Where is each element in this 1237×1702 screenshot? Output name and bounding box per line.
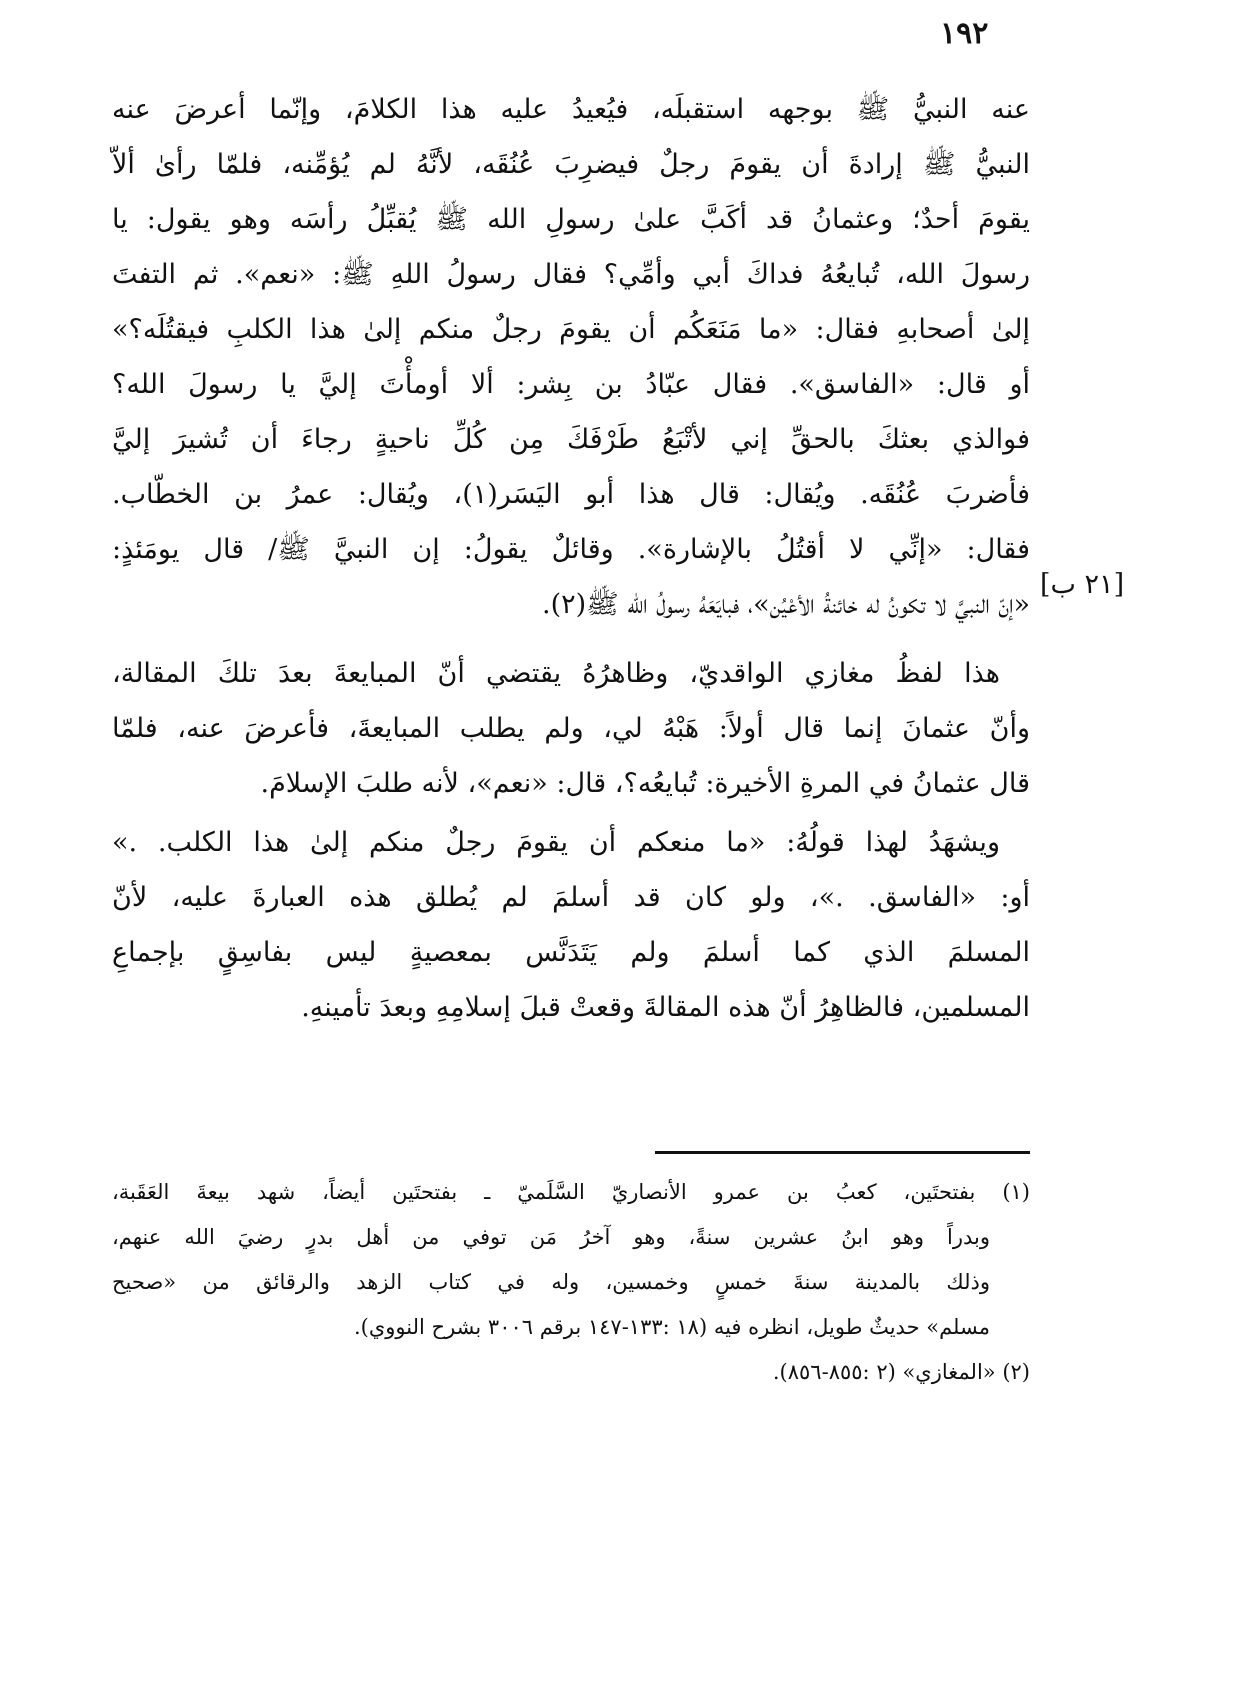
text-line: المسلمَ الذي كما أسلمَ ولم يَتَدَنَّس بمعصيةٍ ليس بفاسِقٍ بإجماعِ — [112, 937, 1030, 968]
main-text — [112, 82, 1030, 1035]
text-line: فأضربَ عُنُقَه. ويُقال: قال هذا أبو اليَسَر(١)، ويُقال: عمرُ بن الخطّاب. — [112, 479, 1030, 510]
text-line: المسلمين، فالظاهِرُ أنّ هذه المقالةَ وقعتْ قبلَ إسلامِهِ وبعدَ تأمينهِ. — [301, 992, 1030, 1023]
text-line: النبيُّ ﷺ إرادةَ أن يقومَ رجلٌ فيضرِبَ عُنُقَه، لأنَّهُ لم يُؤمِّنه، فلمّا رأىٰ ألاّ — [112, 149, 1030, 180]
footnote-line: (٢) «المغازي» (٢ :٨٥٥-٨٥٦). — [772, 1360, 1030, 1384]
text-line: فوالذي بعثكَ بالحقِّ إني لأتْبَعُ طَرْفَكَ مِن كُلِّ ناحيةٍ رجاءَ أن تُشيرَ إليَّ — [112, 424, 1030, 455]
footnote-line: مسلم» حديثٌ طويل، انظره فيه (١٨ :١٣٣-١٤٧ برقم ٣٠٠٦ بشرح النووي). — [353, 1315, 990, 1339]
text-line: ويشهَدُ لهذا قولُهُ: «ما منعكم أن يقومَ رجلٌ منكم إلىٰ هذا الكلب. .» — [112, 827, 1000, 858]
text-line: يقومَ أحدٌ؛ وعثمانُ قد أكَبَّ علىٰ رسولِ الله ﷺ يُقبِّلُ رأسَه وهو يقول: يا — [112, 204, 1030, 235]
page-number: ١٩٢ — [940, 16, 989, 51]
text-line: وأنّ عثمانَ إنما قال أولاً: هَبْهُ لي، ولم يطلب المبايعةَ، فأعرضَ عنه، فلمّا — [112, 713, 1030, 744]
text-line: قال عثمانُ في المرةِ الأخيرة: تُبايعُه؟، قال: «نعم»، لأنه طلبَ الإسلامَ. — [260, 768, 1030, 799]
text-line: أو قال: «الفاسق». فقال عبّادُ بن بِشر: ألا أومأْتَ إليَّ يا رسولَ الله؟ — [112, 369, 1030, 400]
footnote-line: وبدراً وهو ابنُ عشرين سنةً، وهو آخرُ مَن توفي من أهل بدرٍ رضيَ الله عنهم، — [112, 1225, 991, 1249]
footnote-line: (١) بفتحتَين، كعبُ بن عمرو الأنصاريّ السَّلَميّ ـ بفتحتَين أيضاً، شهد بيعةَ العَقَبة، — [112, 1180, 1030, 1204]
footnote-line: وذلك بالمدينة سنةَ خمسٍ وخمسين، وله في كتاب الزهد والرقائق من «صحيح — [112, 1270, 990, 1294]
text-line: رسولَ الله، تُبايعُهُ فداكَ أبي وأمِّي؟ فقال رسولُ اللهِ ﷺ: «نعم». ثم التفتَ — [112, 259, 1030, 290]
paragraph — [112, 646, 1030, 811]
text-line: إلىٰ أصحابهِ فقال: «ما مَنَعَكُم أن يقومَ رجلٌ منكم إلىٰ هذا الكلبِ فيقتُلَه؟» — [112, 314, 1030, 345]
footnotes — [112, 1170, 1030, 1395]
text-line: «إنّ النبيَّ لا تكونُ له خائنةُ الأعْيُن»، فبايَعَهُ رسولُ الله ﷺ(٢). — [541, 589, 1030, 620]
footnote-divider — [655, 1151, 1030, 1154]
margin-note: [٢١ ب] — [1040, 569, 1125, 600]
footnote — [112, 1350, 1030, 1395]
text-line: عنه النبيُّ ﷺ بوجهه استقبلَه، فيُعيدُ عليه هذا الكلامَ، وإنّما أعرضَ عنه — [112, 94, 1030, 125]
paragraph — [112, 815, 1030, 1035]
text-line: فقال: «إنِّي لا أقتُلُ بالإشارة». وقائلٌ يقولُ: إن النبيَّ ﷺ/ قال يومَئذٍ: — [112, 534, 1030, 565]
paragraph — [112, 82, 1030, 632]
text-line: أو: «الفاسق. .»، ولو كان قد أسلمَ لم يُطلق هذه العبارةَ عليه، لأنّ — [112, 882, 1030, 913]
text-line: هذا لفظُ مغازي الواقديّ، وظاهرُهُ يقتضي أنّ المبايعةَ بعدَ تلكَ المقالة، — [112, 658, 1000, 689]
footnote — [112, 1170, 1030, 1350]
